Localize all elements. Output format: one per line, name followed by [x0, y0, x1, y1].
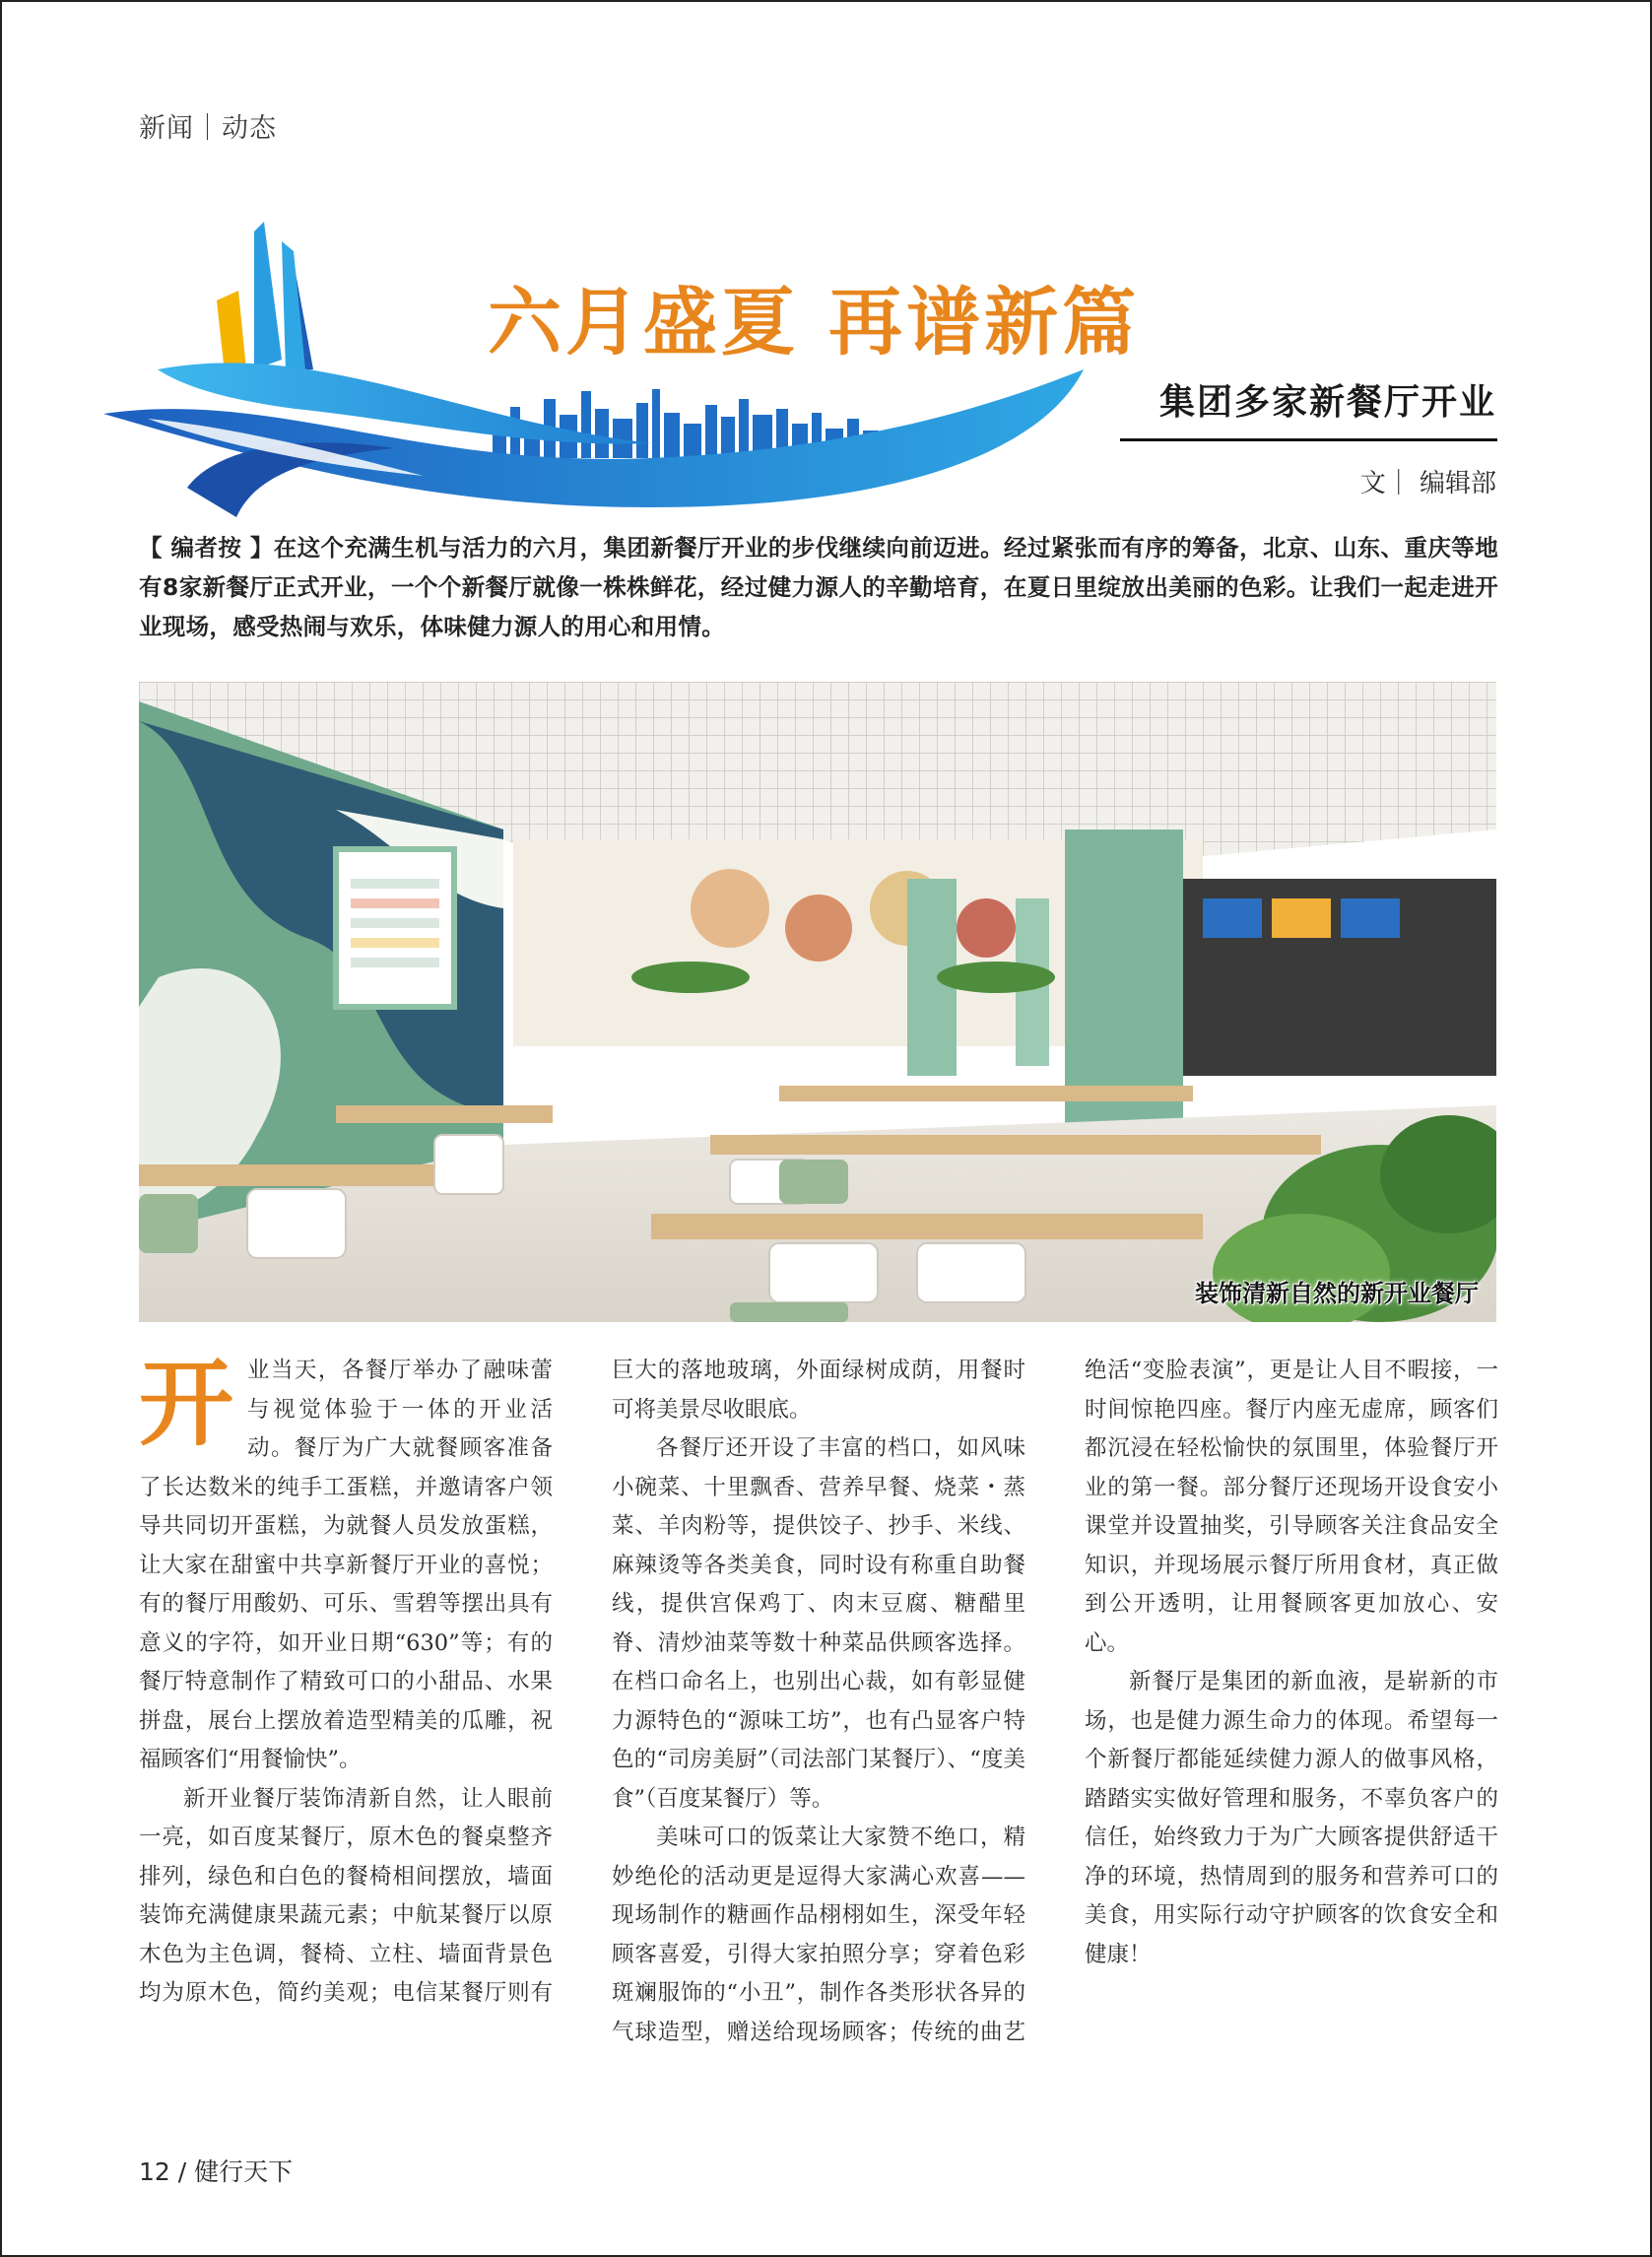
article-paragraph: 美味可口的饭菜让大家赞不绝口，精妙绝伦的活动更是逗得大家满心欢喜——现场制作的糖画作品栩栩如生，深受年轻顾客喜爱，引得大家拍照分享；穿着色彩斑斓服饰的“小丑”，制作各类形状各异的气球造型，赠送给现场顾客；传统的曲艺绝活“变脸表演”，更是让人目不暇接，一时间惊艳四座。餐厅内座无虚席，顾客们都沉浸在轻松愉快的氛围里，体验餐厅开业的第一餐。部分餐厅还现场开设食安小课堂并设置抽奖，引导顾客关注食品安全知识，并现场展示餐厅所用食材，真正做到公开透明，让用餐顾客更加放心、安心。 — [612, 1358, 1498, 2045]
article-body — [139, 1348, 1498, 2081]
section-label: 新闻｜动态 — [139, 113, 277, 144]
subtitle-rule — [1120, 438, 1497, 441]
page-footer — [139, 2153, 293, 2188]
photo-caption: 装饰清新自然的新开业餐厅 — [1195, 1280, 1479, 1307]
article-paragraph: 开业当天，各餐厅举办了融味蕾与视觉体验于一体的开业活动。餐厅为广大就餐顾客准备了长达数米的纯手工蛋糕，并邀请客户领导共同切开蛋糕，为就餐人员发放蛋糕，让大家在甜蜜中共享新餐厅开业的喜悦；有的餐厅用酸奶、可乐、雪碧等摆出具有意义的字符，如开业日期“630”等；有的餐厅特意制作了精致可口的小甜品、水果拼盘，展台上摆放着造型精美的瓜雕，祝福顾客们“用餐愉快”。 — [139, 1348, 553, 1772]
footer-separator: / — [177, 2157, 187, 2186]
drop-cap: 开 — [139, 1348, 233, 1459]
main-title: 六月盛夏 再谱新篇 — [488, 279, 1141, 365]
article-paragraph: 新开业餐厅装饰清新自然，让人眼前一亮，如百度某餐厅，原木色的餐桌整齐排列，绿色和白色的餐椅相间摆放，墙面装饰充满健康果蔬元素；中航某餐厅以原木色为主色调，餐椅、立柱、墙面背景色均为原木色，简约美观；电信某餐厅则有巨大的落地玻璃，外面绿树成荫，用餐时可将美景尽收眼底。 — [139, 1358, 1025, 2006]
magazine-name: 健行天下 — [194, 2157, 294, 2186]
editor-note: 【 编者按 】在这个充满生机与活力的六月，集团新餐厅开业的步伐继续向前迈进。经过紧张而有序的筹备，北京、山东、重庆等地有8家新餐厅正式开业，一个个新餐厅就像一株株鲜花，经过健力源人的辛勤培育，在夏日里绽放出美丽的色彩。让我们一起走进开业现场，感受热闹与欢乐，体味健力源人的用心和用情。 — [139, 534, 1498, 640]
byline: 文｜ 编辑部 — [1359, 469, 1496, 498]
restaurant-photo — [139, 682, 1496, 1322]
page-number: 12 — [139, 2157, 170, 2186]
article-paragraph: 各餐厅还开设了丰富的档口，如风味小碗菜、十里飘香、营养早餐、烧菜・蒸菜、羊肉粉等，提供饺子、抄手、米线、麻辣烫等各类美食，同时设有称重自助餐线，提供宫保鸡丁、肉末豆腐、糖醋里脊、清炒油菜等数十种菜品供顾客选择。在档口命名上，也别出心裁，如有彰显健力源特色的“源味工坊”，也有凸显客户特色的“司房美厨”（司法部门某餐厅）、“度美食”（百度某餐厅）等。 — [612, 1435, 1025, 1812]
article-paragraph: 新餐厅是集团的新血液，是崭新的市场，也是健力源生命力的体现。希望每一个新餐厅都能延续健力源人的做事风格，踏踏实实做好管理和服务，不辜负客户的信任，始终致力于为广大顾客提供舒适干净的环境，热情周到的服务和营养可口的美食，用实际行动守护顾客的饮食安全和健康！ — [1085, 1669, 1498, 1967]
subtitle: 集团多家新餐厅开业 — [1158, 382, 1496, 423]
